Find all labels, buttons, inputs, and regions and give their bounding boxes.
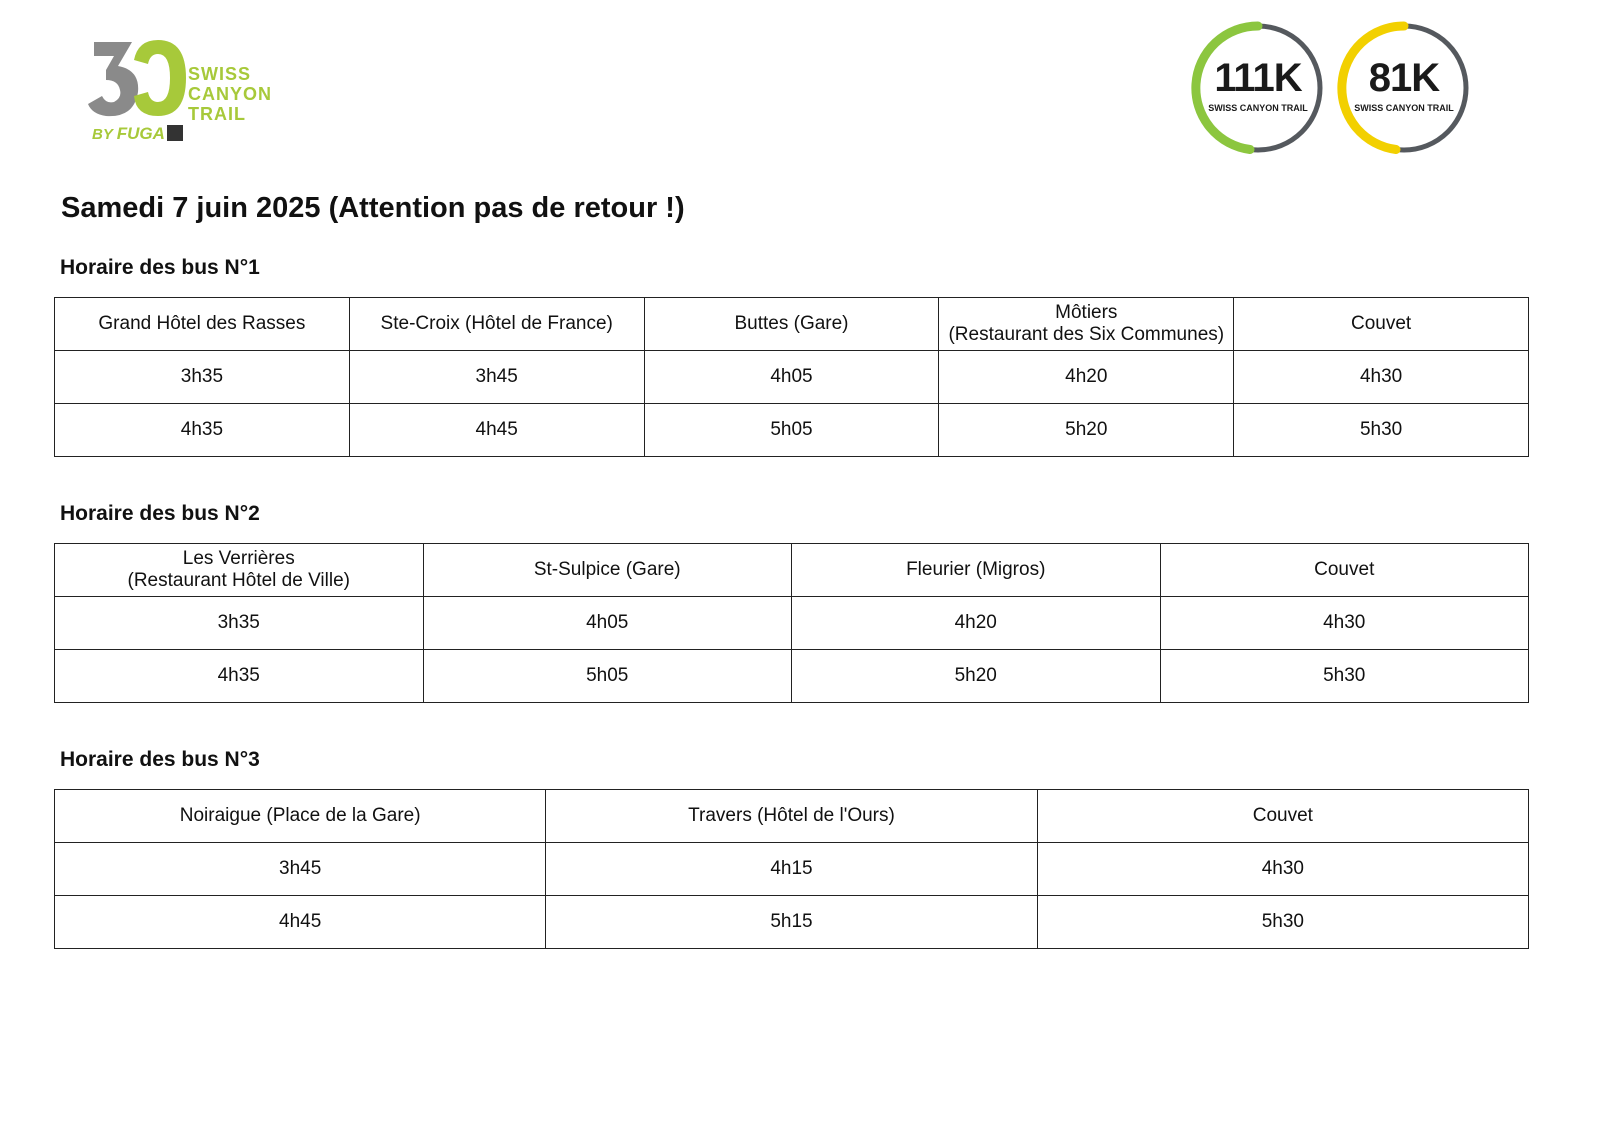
time-cell: 5h20 — [792, 650, 1161, 703]
schedule-table-bus-3 — [54, 789, 1529, 949]
time-cell: 5h20 — [939, 404, 1234, 457]
time-cell: 4h15 — [546, 843, 1037, 896]
time-cell: 5h30 — [1160, 650, 1529, 703]
time-cell: 5h05 — [644, 404, 939, 457]
logo-by-line — [92, 124, 183, 144]
logo-brand-text — [188, 64, 272, 124]
stop-detail: (Restaurant Hôtel de Ville) — [127, 570, 350, 591]
stop-name: Grand Hôtel des Rasses — [98, 313, 306, 334]
table-row — [55, 404, 1529, 457]
time-cell: 3h35 — [55, 351, 350, 404]
stop-name: Buttes (Gare) — [734, 313, 849, 334]
time-cell: 5h30 — [1037, 896, 1528, 949]
time-cell: 4h45 — [349, 404, 644, 457]
badge-111k — [1190, 20, 1326, 156]
stop-name: Ste-Croix (Hôtel de France) — [380, 313, 613, 334]
stop-header — [55, 298, 350, 351]
stop-name: Travers (Hôtel de l'Ours) — [688, 805, 895, 826]
table-header-row — [55, 544, 1529, 597]
time-cell: 4h35 — [55, 404, 350, 457]
table-row — [55, 597, 1529, 650]
page-title: Samedi 7 juin 2025 (Attention pas de retour !) — [61, 192, 685, 224]
schedule-table-bus-1 — [54, 297, 1529, 457]
table-row — [55, 896, 1529, 949]
logo-by-name: FUGA — [116, 124, 165, 143]
time-cell: 5h05 — [423, 650, 792, 703]
time-cell: 4h35 — [55, 650, 424, 703]
fuga-mark-icon — [167, 125, 183, 141]
stop-header — [1037, 790, 1528, 843]
schedule-heading-bus-3: Horaire des bus N°3 — [60, 748, 260, 771]
race-badges — [1190, 20, 1480, 160]
stop-header — [55, 790, 546, 843]
stop-name: Môtiers — [1055, 302, 1118, 323]
badge-distance: 81K — [1368, 56, 1440, 100]
table-row — [55, 351, 1529, 404]
logo-by-prefix: BY — [92, 126, 113, 143]
stop-header — [423, 544, 792, 597]
stop-name: St-Sulpice (Gare) — [533, 559, 681, 580]
stop-header — [349, 298, 644, 351]
swiss-canyon-trail-logo — [88, 36, 288, 146]
badge-subtitle: SWISS CANYON TRAIL — [1354, 103, 1454, 113]
schedule-table-bus-2 — [54, 543, 1529, 703]
logo-brand-line: SWISS — [188, 64, 252, 84]
time-cell: 4h30 — [1234, 351, 1529, 404]
stop-name: Fleurier (Migros) — [906, 559, 1046, 580]
stop-detail: (Restaurant des Six Communes) — [948, 324, 1225, 345]
time-cell: 4h30 — [1160, 597, 1529, 650]
logo-brand-line: CANYON — [188, 84, 273, 104]
time-cell: 4h20 — [792, 597, 1161, 650]
stop-header — [1234, 298, 1529, 351]
table-row — [55, 650, 1529, 703]
table-header-row — [55, 298, 1529, 351]
badge-subtitle: SWISS CANYON TRAIL — [1208, 103, 1308, 113]
schedule-heading-bus-1: Horaire des bus N°1 — [60, 256, 260, 279]
table-header-row — [55, 790, 1529, 843]
time-cell: 3h45 — [55, 843, 546, 896]
stop-name: Couvet — [1252, 805, 1313, 826]
schedule-heading-bus-2: Horaire des bus N°2 — [60, 502, 260, 525]
logo-30-mark — [88, 36, 188, 121]
logo-brand-line: TRAIL — [188, 104, 246, 124]
stop-header — [939, 298, 1234, 351]
stop-header — [1160, 544, 1529, 597]
badge-81k — [1336, 20, 1472, 156]
stop-name: Couvet — [1350, 313, 1412, 334]
table-row — [55, 843, 1529, 896]
time-cell: 4h05 — [423, 597, 792, 650]
stop-header — [55, 544, 424, 597]
time-cell: 5h15 — [546, 896, 1037, 949]
time-cell: 4h45 — [55, 896, 546, 949]
stop-name: Les Verrières — [182, 548, 295, 569]
time-cell: 3h35 — [55, 597, 424, 650]
stop-header — [792, 544, 1161, 597]
time-cell: 3h45 — [349, 351, 644, 404]
badge-distance: 111K — [1214, 56, 1302, 100]
time-cell: 4h20 — [939, 351, 1234, 404]
stop-name: Couvet — [1314, 559, 1375, 580]
time-cell: 4h05 — [644, 351, 939, 404]
time-cell: 5h30 — [1234, 404, 1529, 457]
stop-header — [644, 298, 939, 351]
stop-header — [546, 790, 1037, 843]
time-cell: 4h30 — [1037, 843, 1528, 896]
stop-name: Noiraigue (Place de la Gare) — [179, 805, 421, 826]
